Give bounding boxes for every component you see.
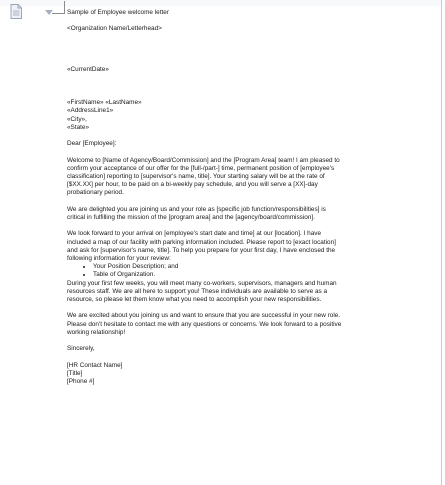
- city-field: «City»,: [67, 115, 87, 123]
- paragraph-role: We are delighted you are joining us and your role as [specific job function/responsibilities] is critical in fulfilling the mission of the [program area] and the [agency/board/commission].: [67, 205, 326, 221]
- current-date-field: «CurrentDate»: [67, 66, 109, 74]
- organization-placeholder: <Organization Name/Letterhead>: [67, 25, 162, 33]
- toolbar-strip: [0, 0, 441, 6]
- window-border: [441, 0, 442, 485]
- list-item: • Table of Organization.: [93, 271, 387, 279]
- paragraph-arrival: We look forward to your arrival on [employee's start date and time] at our [location]. I have included a map of our facility with parking information included. Please report to [exact location] and ask for [supervisor's name, title]. To help you prepare for your first day, I have enclosed the following information for your review:: [67, 230, 336, 262]
- enclosure-list: [67, 263, 387, 279]
- paragraph-first-weeks: During your first few weeks, you will meet many co-workers, supervisors, managers and human resources staff. We are all here to support you! These individuals are available to serve as a resource, so please let them know what you need to accomplish your new responsibilities.: [67, 279, 337, 303]
- document-page: [67, 9, 387, 386]
- paragraph-welcome: Welcome to [Name of Agency/Board/Commission] and the [Program Area] team! I am pleased to confirm your acceptance of our offer for the [full-/part-] time, permanent position of [employee's classification] reporting to [supervisor's name, title]. Your starting salary will be at the rate of [$XX.XX] per hour, to be paid on a bi-weekly pay schedule, and you will serve a [XX]-day probationary period.: [67, 156, 340, 197]
- document-title: Sample of Employee welcome letter: [67, 9, 169, 16]
- signature-title: [Title]: [67, 369, 83, 377]
- address-line1-field: «AddressLine1»: [67, 107, 114, 115]
- closing: Sincerely,: [67, 345, 95, 353]
- salutation: Dear [Employee]:: [67, 140, 117, 148]
- signature-name: [HR Contact Name]: [67, 361, 123, 369]
- state-field: «State»: [67, 123, 90, 131]
- name-field: «FirstName» «LastName»: [67, 99, 142, 107]
- paragraph-closing: We are excited about you joining us and want to ensure that you are successful in your new role. Please don't hesitate to contact me with any questions or concerns. We look forward to a positive working relationship!: [67, 312, 342, 336]
- document-icon[interactable]: [10, 4, 22, 19]
- margin-corner-mark: [52, 1, 65, 14]
- list-item: • Your Position Description; and: [93, 263, 387, 271]
- signature-phone: [Phone #]: [67, 377, 95, 385]
